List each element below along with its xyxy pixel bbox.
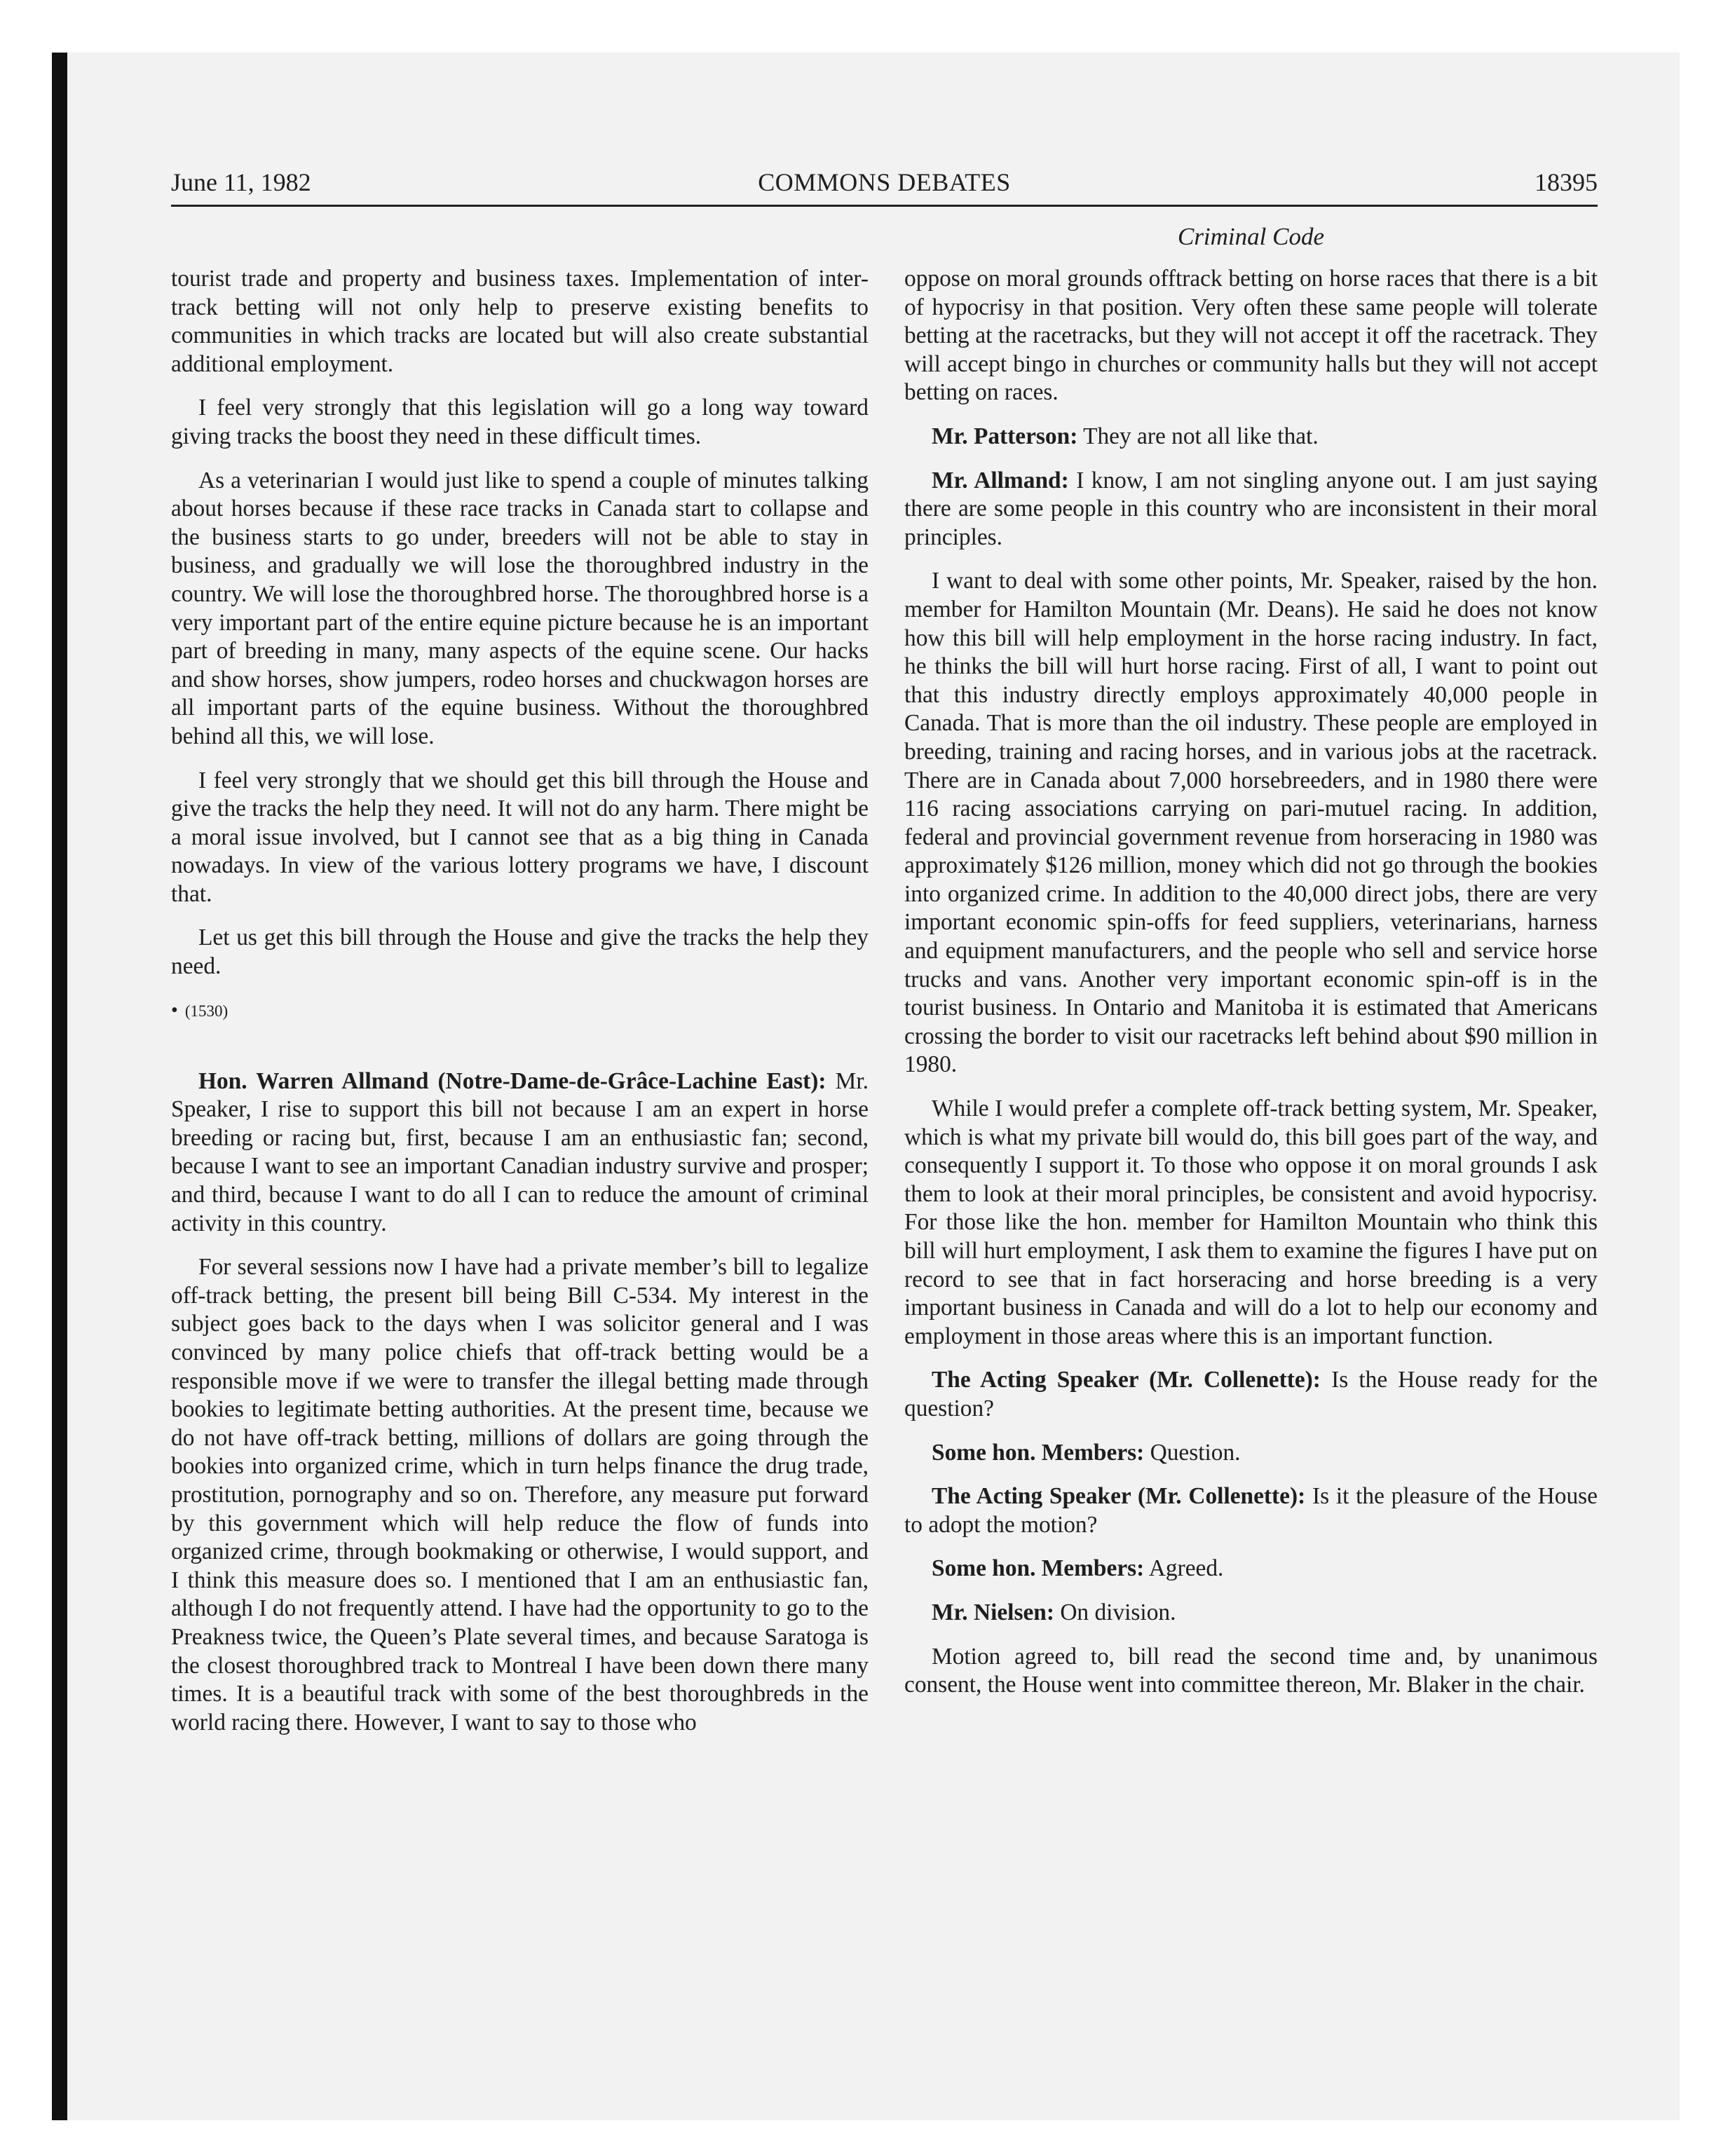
paragraph: tourist trade and property and business taxes. Implementation of inter-track betting will not only help to preserve existing benefits to communities in which tracks are located but will also create substantial additional employment. <box>171 266 869 377</box>
paragraph: While I would prefer a complete off-track betting system, Mr. Speaker, which is what my private bill would do, this bill goes part of the way, and consequently I support it. To those who oppose it on moral grounds I ask them to look at their moral principles, be consistent and avoid hypocrisy. For those like the hon. member for Hamilton Mountain who think this bill will hurt employment, I ask them to examine the figures I have put on record to see that in fact horseracing and horse breeding is a very important business in Canada and will do a lot to help our economy and employment in those areas where this is an important function. <box>904 1096 1598 1349</box>
paragraph: Let us get this bill through the House and give the tracks the help they need. <box>171 925 869 980</box>
header-page-number: 18395 <box>1535 168 1598 196</box>
speaker-name: Mr. Allmand: <box>932 467 1069 493</box>
right-column <box>904 265 1598 1715</box>
paragraph: For several sessions now I have had a private member’s bill to legalize off-track betting, the present bill being Bill C-534. My interest in the subject goes back to the days when I was solicitor general and I was convinced by many police chiefs that off-track betting would be a responsible move if we were to transfer the illegal betting made through bookies to legitimate betting authorities. At the present time, because we do not have off-track betting, millions of dollars are going through the bookies into organized crime, which in turn helps finance the drug trade, prostitution, pornography and so on. Therefore, any measure put forward by this government which will help reduce the flow of funds into organized crime, through bookmaking or otherwise, I would support, and I think this measure does so. I mentioned that I am an enthusiastic fan, although I do not frequently attend. I have had the opportunity to go to the Preakness twice, the Queen’s Plate several times, and because Saratoga is the closest thoroughbred track to Montreal I have been down there many times. It is a beautiful track with some of the best thoroughbreds in the world racing there. However, I want to say to those who <box>171 1254 869 1735</box>
header-rule <box>171 205 1598 207</box>
page-header <box>171 167 1598 207</box>
paragraph: I want to deal with some other points, Mr. Speaker, raised by the hon. member for Hamilton Mountain (Mr. Deans). He said he does not know how this bill will help employment in the horse racing industry. In fact, he thinks the bill will hurt horse racing. First of all, I want to point out that this industry directly employs approximately 40,000 people in Canada. That is more than the oil industry. These people are employed in breeding, training and racing horses, and in various jobs at the racetrack. There are in Canada about 7,000 horsebreeders, and in 1980 there were 116 racing associations carrying on pari-mutuel racing. In addition, federal and provincial government revenue from horseracing in 1980 was approximately $126 million, money which did not go through the bookies into organized crime. In addition to the 40,000 direct jobs, there are very important economic spin-offs for feed suppliers, veterinarians, harness and equipment manufacturers, and the people who sell and service horse trucks and vans. Another very important economic spin-off is in the tourist business. In Ontario and Manitoba it is estimated that Americans crossing the border to visit our racetracks left behind about $90 million in 1980. <box>904 568 1598 1078</box>
time-marker-label: (1530) <box>184 1002 229 1020</box>
speech-text: Mr. Speaker, I rise to support this bill not because I am an expert in horse breeding or racing but, first, because I am an enthusiastic fan; second, because I want to see an important Canadian industry survive and prosper; and third, because I want to do all I can to reduce the amount of criminal activity in this country. <box>171 1067 869 1236</box>
bullet-icon: • <box>171 999 178 1021</box>
running-head: Criminal Code <box>1177 223 1325 250</box>
paragraph: I feel very strongly that this legislation will go a long way toward giving tracks the boost they need in these difficult times. <box>171 395 869 449</box>
header-date: June 11, 1982 <box>171 168 311 196</box>
speech-text: I know, I am not singling anyone out. I am just saying there are some people in this country who are inconsistent in their moral principles. <box>904 467 1598 550</box>
speech-paragraph <box>904 1555 1598 1583</box>
speaker-name: The Acting Speaker (Mr. Collenette): <box>932 1483 1306 1510</box>
paragraph: As a veterinarian I would just like to spend a couple of minutes talking about horses because if these race tracks in Canada start to collapse and the business starts to go under, breeders will not be able to stay in business, and gradually we will lose the thoroughbred industry in the country. We will lose the thoroughbred horse. The thoroughbred horse is a very important part of the entire equine picture because he is an important part of breeding in many, many aspects of the equine scene. Our hacks and show horses, show jumpers, rodeo horses and chuckwagon horses are all important parts of the equine business. Without the thoroughbred behind all this, we will lose. <box>171 467 869 749</box>
speech-text: On division. <box>1054 1599 1176 1625</box>
speaker-name: The Acting Speaker (Mr. Collenette): <box>932 1367 1321 1393</box>
speech-paragraph <box>904 467 1598 552</box>
speech-text: Question. <box>1144 1439 1241 1466</box>
speech-text: Is it the pleasure of the House to adopt the motion? <box>904 1483 1598 1538</box>
speech-paragraph <box>904 1482 1598 1539</box>
speaker-name: Some hon. Members: <box>932 1555 1145 1582</box>
time-marker <box>171 997 869 1025</box>
speaker-name: Mr. Patterson: <box>932 423 1078 449</box>
speech-text: Is the House ready for the question? <box>904 1367 1598 1421</box>
paragraph: oppose on moral grounds offtrack betting on horse races that there is a bit of hypocrisy in that position. Very often these same people will tolerate betting at the racetracks, but they will not accept it off the racetrack. They will accept bingo in churches or community halls but they will not accept betting on races. <box>904 266 1598 406</box>
header-journal-title: COMMONS DEBATES <box>758 168 1011 196</box>
left-column <box>171 265 869 1752</box>
speech-paragraph <box>904 423 1598 451</box>
speaker-name: Hon. Warren Allmand (Notre-Dame-de-Grâce-Lachine East): <box>198 1067 826 1094</box>
speaker-name: Mr. Nielsen: <box>932 1599 1054 1625</box>
paragraph: I feel very strongly that we should get this bill through the House and give the tracks the help they need. It will not do any harm. There might be a moral issue involved, but I cannot see that as a big thing in Canada nowadays. In view of the various lottery programs we have, I discount that. <box>171 767 869 907</box>
speech-paragraph <box>904 1439 1598 1468</box>
speech-text: They are not all like that. <box>1077 423 1319 449</box>
speech-text: Agreed. <box>1144 1555 1224 1582</box>
paragraph: Motion agreed to, bill read the second time and, by unanimous consent, the House went into committee thereon, Mr. Blaker in the chair. <box>904 1643 1598 1698</box>
speaker-name: Some hon. Members: <box>932 1439 1145 1466</box>
speech-paragraph <box>904 1366 1598 1423</box>
speech-paragraph <box>171 1067 869 1239</box>
speech-paragraph <box>904 1599 1598 1628</box>
scan-left-edge <box>52 53 67 2120</box>
